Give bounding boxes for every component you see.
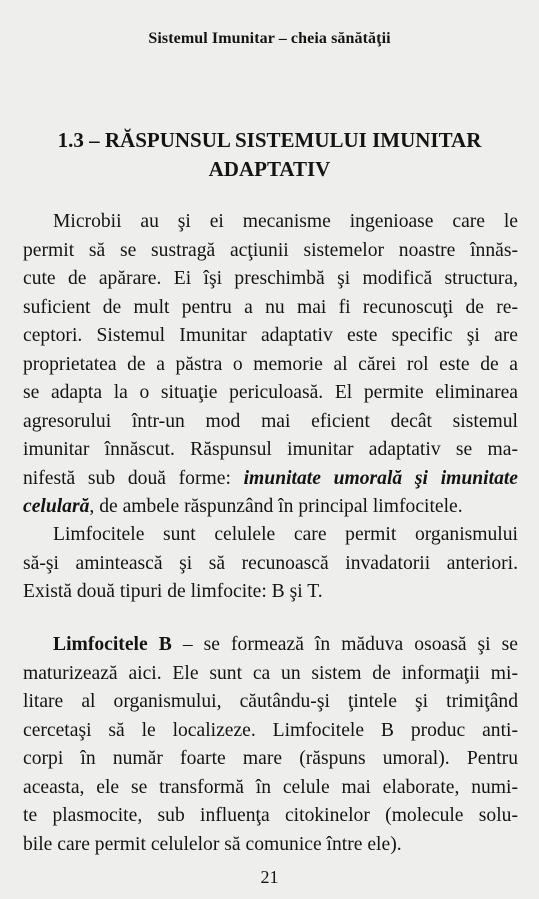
paragraph-1 (23, 208, 518, 522)
paragraph-line: permit să se sustragă acţiunii sistemelor noastre înnăs- (23, 239, 518, 261)
paragraph-line (23, 631, 518, 660)
paragraph-3 (23, 631, 518, 859)
paragraph-line (23, 493, 518, 522)
paragraph-line: te plasmocite, sub influenţa citokinelor (molecule solu- (23, 805, 518, 826)
paragraph-line: imunitar înnăscut. Răspunsul imunitar adaptativ se ma- (23, 439, 518, 460)
paragraph-2 (23, 521, 518, 607)
paragraph-line: Limfocitele sunt celulele care permit organismului (53, 524, 518, 545)
bold-lead: Limfocitele B (53, 634, 172, 655)
paragraph-line: Există două tipuri de limfocite: B şi T. (23, 581, 323, 602)
paragraph-line: să-şi amintească şi să recunoască invadatorii anteriori. (23, 552, 518, 574)
emphasis-text: imunitate umorală şi imunitate (243, 467, 519, 489)
section-title-line-1: 1.3 – RĂSPUNSUL SISTEMULUI IMUNITAR (57, 128, 482, 152)
paragraph-line: ceptori. Sistemul Imunitar adaptativ este specific şi are (23, 325, 518, 346)
line-text: nifestă sub două forme: (23, 467, 244, 489)
paragraph-line: maturizează aici. Ele sunt ca un sistem de informaţii mi- (23, 662, 518, 684)
paragraph-line: Microbii au şi ei mecanisme ingenioase care le (53, 211, 518, 232)
paragraph-line (23, 465, 518, 494)
paragraph-line: litare al organismului, căutându-şi ţintele şi trimiţând (23, 691, 518, 712)
paragraph-line: se adapta la o situaţie periculoasă. El permite eliminarea (23, 382, 518, 403)
page-number: 21 (260, 867, 279, 887)
paragraph-line: corpi în număr foarte mare (răspuns umoral). Pentru (23, 748, 518, 769)
paragraph-line: aceasta, ele se transformă în celule mai elaborate, numi- (23, 776, 518, 798)
running-header: Sistemul Imunitar – cheia sănătăţii (148, 30, 391, 47)
line-text: , de ambele răspunzând în principal limfocitele. (89, 496, 463, 517)
line-text: – se formează în măduva osoasă şi se (171, 634, 518, 655)
section-title (30, 126, 509, 184)
paragraph-line: suficient de mult pentru a nu mai fi recunoscuţi de re- (23, 296, 518, 318)
paragraph-line: bile care permit celulelor să comunice între ele). (23, 833, 402, 855)
paragraph-line: cercetaşi să le localizeze. Limfocitele B produc anti- (23, 719, 518, 741)
paragraph-line: cute de apărare. Ei îşi preschimbă şi modifică structura, (23, 268, 518, 289)
paragraph-line: proprietatea de a păstra o memorie al cărei rol este de a (23, 353, 518, 375)
paragraph-line: agresorului într-un mod mai eficient decât sistemul (23, 410, 518, 432)
emphasis-text: celulară (23, 496, 90, 517)
section-title-line-2: ADAPTATIV (208, 157, 331, 181)
